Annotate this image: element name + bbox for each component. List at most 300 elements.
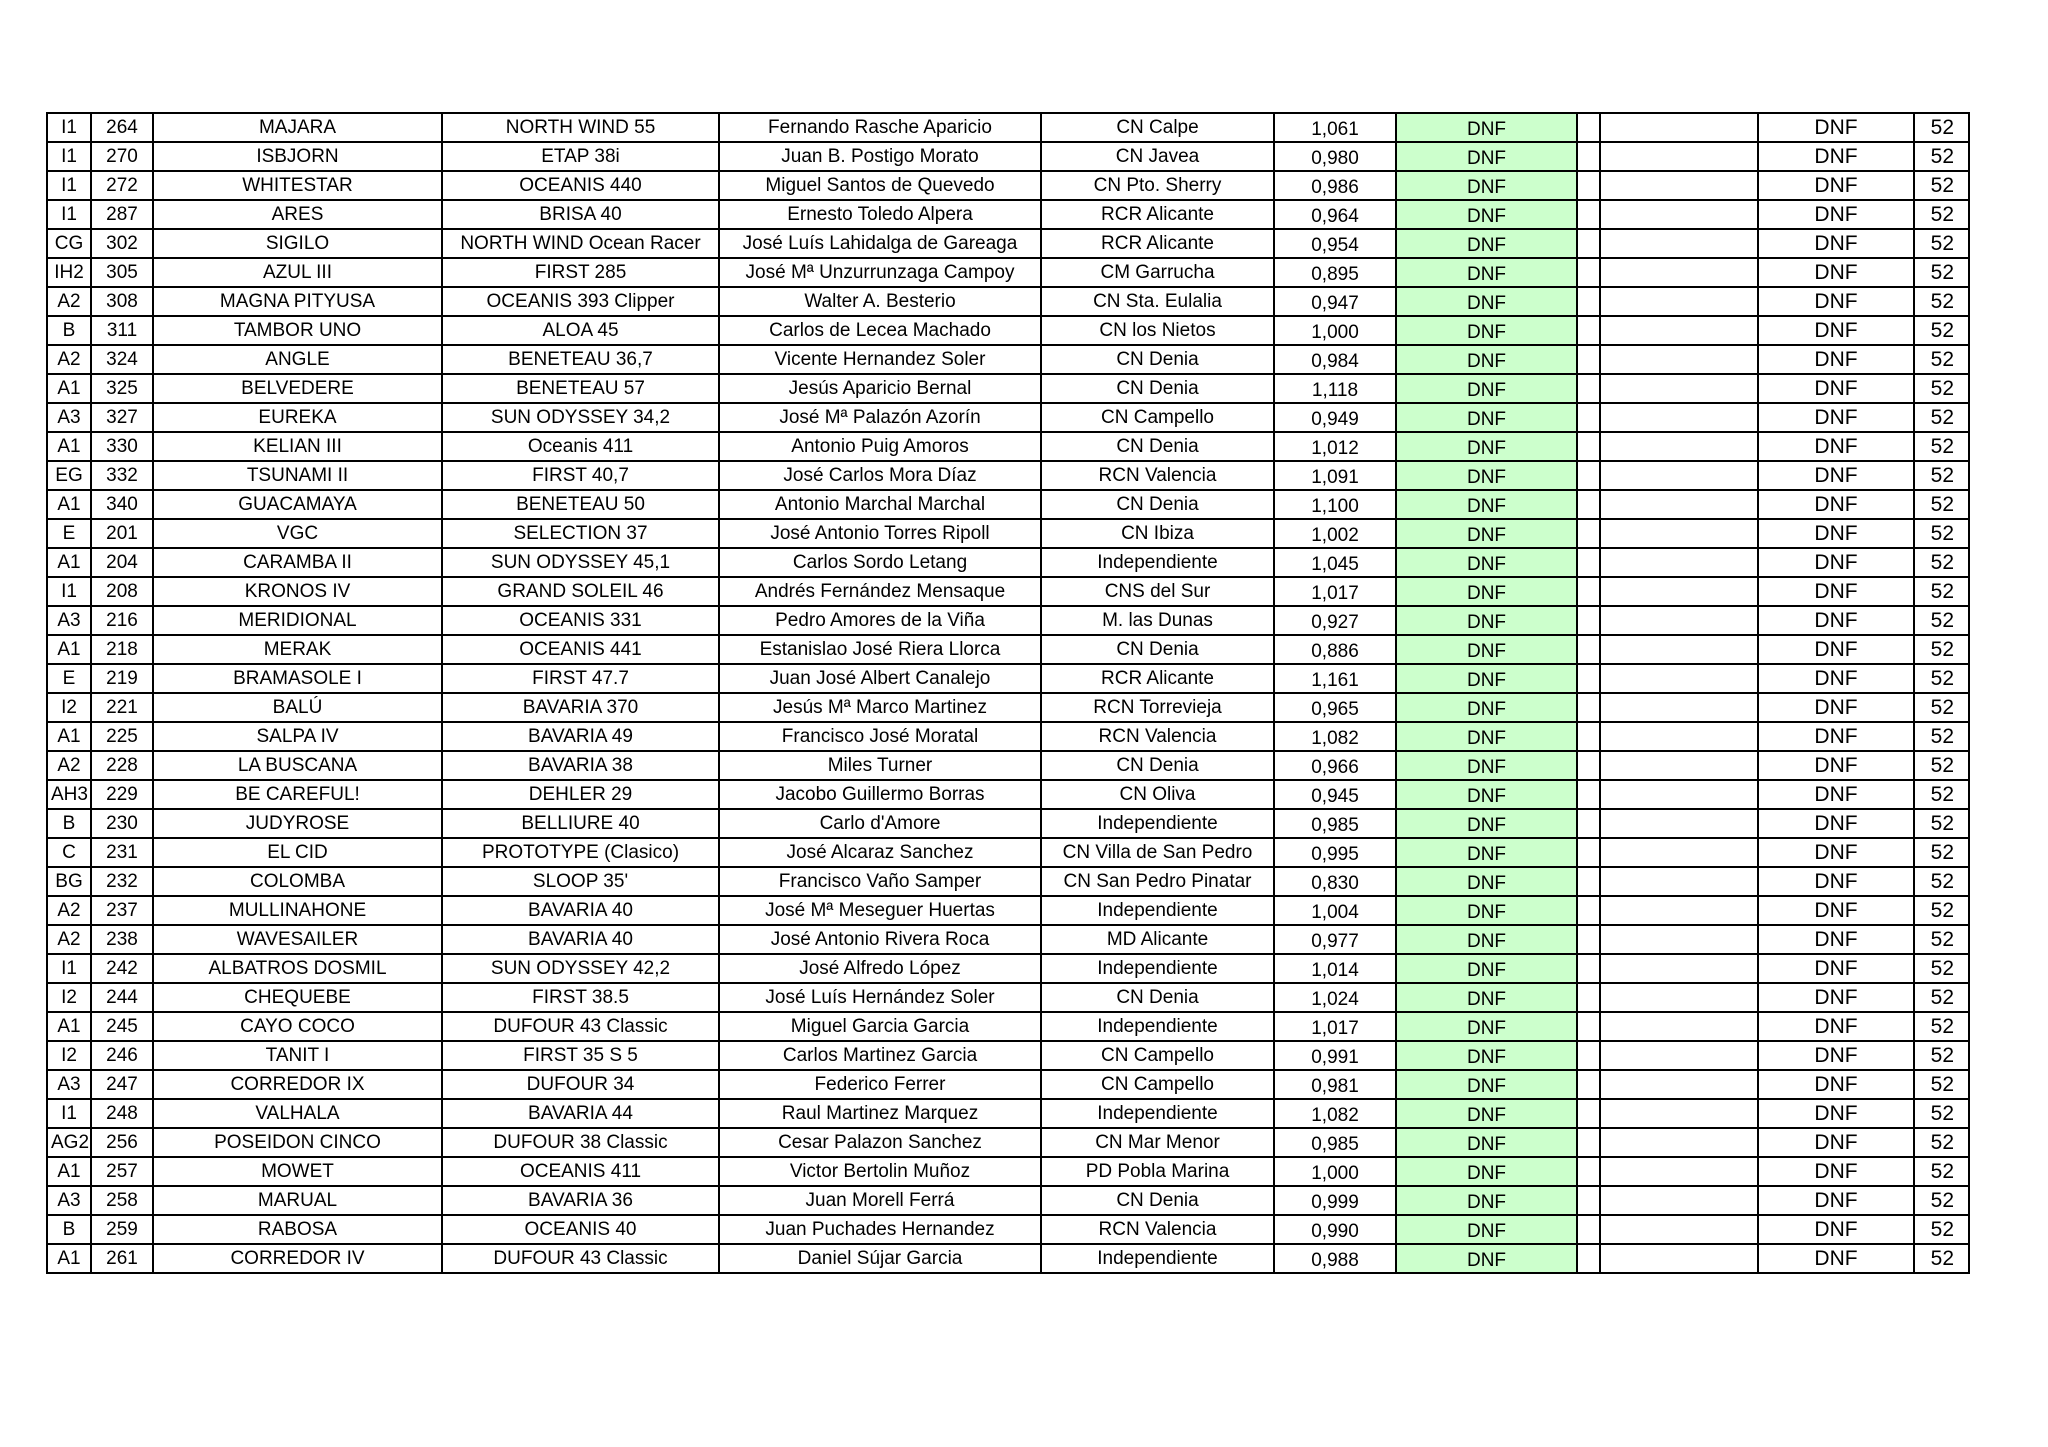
empty-cell bbox=[1600, 983, 1758, 1012]
table-row bbox=[47, 229, 1969, 258]
final-status-cell: DNF bbox=[1758, 635, 1914, 664]
race-status-cell: DNF bbox=[1396, 1186, 1577, 1215]
empty-cell bbox=[1577, 838, 1600, 867]
table-row bbox=[47, 577, 1969, 606]
sail-number-cell: 324 bbox=[91, 345, 153, 374]
empty-cell bbox=[1577, 432, 1600, 461]
race-status-cell: DNF bbox=[1396, 142, 1577, 171]
skipper-cell: Antonio Marchal Marchal bbox=[719, 490, 1041, 519]
empty-cell bbox=[1600, 780, 1758, 809]
final-status-cell: DNF bbox=[1758, 1012, 1914, 1041]
class-cell: A2 bbox=[47, 345, 91, 374]
race-status-cell: DNF bbox=[1396, 693, 1577, 722]
club-cell: CN Denia bbox=[1041, 635, 1274, 664]
boat-name-cell: BRAMASOLE I bbox=[153, 664, 442, 693]
empty-cell bbox=[1600, 635, 1758, 664]
final-status-cell: DNF bbox=[1758, 519, 1914, 548]
table-row bbox=[47, 809, 1969, 838]
final-status-cell: DNF bbox=[1758, 374, 1914, 403]
boat-model-cell: BAVARIA 40 bbox=[442, 896, 719, 925]
boat-name-cell: MAGNA PITYUSA bbox=[153, 287, 442, 316]
boat-model-cell: OCEANIS 411 bbox=[442, 1157, 719, 1186]
class-cell: I2 bbox=[47, 983, 91, 1012]
skipper-cell: Pedro Amores de la Viña bbox=[719, 606, 1041, 635]
boat-model-cell: OCEANIS 331 bbox=[442, 606, 719, 635]
boat-name-cell: MERAK bbox=[153, 635, 442, 664]
table-row bbox=[47, 490, 1969, 519]
boat-name-cell: MAJARA bbox=[153, 113, 442, 142]
empty-cell bbox=[1577, 780, 1600, 809]
rating-cell: 0,927 bbox=[1274, 606, 1396, 635]
points-cell: 52 bbox=[1914, 287, 1969, 316]
club-cell: CN Campello bbox=[1041, 403, 1274, 432]
rating-cell: 1,017 bbox=[1274, 1012, 1396, 1041]
points-cell: 52 bbox=[1914, 664, 1969, 693]
empty-cell bbox=[1600, 867, 1758, 896]
final-status-cell: DNF bbox=[1758, 751, 1914, 780]
final-status-cell: DNF bbox=[1758, 1099, 1914, 1128]
sail-number-cell: 308 bbox=[91, 287, 153, 316]
table-row bbox=[47, 722, 1969, 751]
boat-model-cell: NORTH WIND Ocean Racer bbox=[442, 229, 719, 258]
class-cell: A2 bbox=[47, 896, 91, 925]
club-cell: M. las Dunas bbox=[1041, 606, 1274, 635]
table-row bbox=[47, 635, 1969, 664]
boat-model-cell: BAVARIA 36 bbox=[442, 1186, 719, 1215]
club-cell: RCN Valencia bbox=[1041, 461, 1274, 490]
final-status-cell: DNF bbox=[1758, 345, 1914, 374]
boat-name-cell: MOWET bbox=[153, 1157, 442, 1186]
table-row bbox=[47, 316, 1969, 345]
table-row bbox=[47, 1157, 1969, 1186]
points-cell: 52 bbox=[1914, 316, 1969, 345]
sail-number-cell: 340 bbox=[91, 490, 153, 519]
race-status-cell: DNF bbox=[1396, 577, 1577, 606]
sail-number-cell: 302 bbox=[91, 229, 153, 258]
boat-model-cell: BAVARIA 40 bbox=[442, 925, 719, 954]
final-status-cell: DNF bbox=[1758, 780, 1914, 809]
sail-number-cell: 258 bbox=[91, 1186, 153, 1215]
boat-model-cell: PROTOTYPE (Clasico) bbox=[442, 838, 719, 867]
table-row bbox=[47, 171, 1969, 200]
boat-name-cell: CAYO COCO bbox=[153, 1012, 442, 1041]
rating-cell: 0,947 bbox=[1274, 287, 1396, 316]
rating-cell: 1,014 bbox=[1274, 954, 1396, 983]
club-cell: CN Denia bbox=[1041, 345, 1274, 374]
table-row bbox=[47, 113, 1969, 142]
final-status-cell: DNF bbox=[1758, 664, 1914, 693]
sail-number-cell: 287 bbox=[91, 200, 153, 229]
points-cell: 52 bbox=[1914, 1012, 1969, 1041]
boat-name-cell: COLOMBA bbox=[153, 867, 442, 896]
table-row bbox=[47, 1041, 1969, 1070]
points-cell: 52 bbox=[1914, 1157, 1969, 1186]
class-cell: I2 bbox=[47, 1041, 91, 1070]
rating-cell: 1,000 bbox=[1274, 1157, 1396, 1186]
skipper-cell: Juan Morell Ferrá bbox=[719, 1186, 1041, 1215]
boat-model-cell: BAVARIA 49 bbox=[442, 722, 719, 751]
sail-number-cell: 325 bbox=[91, 374, 153, 403]
class-cell: A1 bbox=[47, 722, 91, 751]
boat-name-cell: RABOSA bbox=[153, 1215, 442, 1244]
empty-cell bbox=[1577, 490, 1600, 519]
rating-cell: 1,004 bbox=[1274, 896, 1396, 925]
class-cell: BG bbox=[47, 867, 91, 896]
race-status-cell: DNF bbox=[1396, 229, 1577, 258]
race-status-cell: DNF bbox=[1396, 1244, 1577, 1273]
sail-number-cell: 305 bbox=[91, 258, 153, 287]
points-cell: 52 bbox=[1914, 606, 1969, 635]
table-row bbox=[47, 664, 1969, 693]
points-cell: 52 bbox=[1914, 809, 1969, 838]
race-status-cell: DNF bbox=[1396, 809, 1577, 838]
boat-model-cell: BRISA 40 bbox=[442, 200, 719, 229]
table-row bbox=[47, 896, 1969, 925]
class-cell: B bbox=[47, 809, 91, 838]
skipper-cell: José Mª Meseguer Huertas bbox=[719, 896, 1041, 925]
final-status-cell: DNF bbox=[1758, 722, 1914, 751]
skipper-cell: Cesar Palazon Sanchez bbox=[719, 1128, 1041, 1157]
sail-number-cell: 272 bbox=[91, 171, 153, 200]
skipper-cell: José Mª Palazón Azorín bbox=[719, 403, 1041, 432]
boat-name-cell: KRONOS IV bbox=[153, 577, 442, 606]
final-status-cell: DNF bbox=[1758, 316, 1914, 345]
final-status-cell: DNF bbox=[1758, 403, 1914, 432]
empty-cell bbox=[1600, 548, 1758, 577]
class-cell: A2 bbox=[47, 287, 91, 316]
boat-model-cell: OCEANIS 393 Clipper bbox=[442, 287, 719, 316]
race-status-cell: DNF bbox=[1396, 1099, 1577, 1128]
boat-model-cell: SUN ODYSSEY 42,2 bbox=[442, 954, 719, 983]
class-cell: A1 bbox=[47, 1012, 91, 1041]
points-cell: 52 bbox=[1914, 867, 1969, 896]
empty-cell bbox=[1600, 113, 1758, 142]
empty-cell bbox=[1600, 200, 1758, 229]
points-cell: 52 bbox=[1914, 113, 1969, 142]
club-cell: RCR Alicante bbox=[1041, 200, 1274, 229]
points-cell: 52 bbox=[1914, 1070, 1969, 1099]
empty-cell bbox=[1577, 809, 1600, 838]
club-cell: CN Denia bbox=[1041, 1186, 1274, 1215]
sail-number-cell: 244 bbox=[91, 983, 153, 1012]
race-status-cell: DNF bbox=[1396, 983, 1577, 1012]
race-status-cell: DNF bbox=[1396, 1215, 1577, 1244]
skipper-cell: José Luís Hernández Soler bbox=[719, 983, 1041, 1012]
boat-name-cell: ALBATROS DOSMIL bbox=[153, 954, 442, 983]
class-cell: A1 bbox=[47, 1157, 91, 1186]
empty-cell bbox=[1600, 316, 1758, 345]
boat-model-cell: ETAP 38i bbox=[442, 142, 719, 171]
boat-model-cell: DUFOUR 43 Classic bbox=[442, 1244, 719, 1273]
boat-model-cell: OCEANIS 440 bbox=[442, 171, 719, 200]
club-cell: CN Pto. Sherry bbox=[1041, 171, 1274, 200]
boat-model-cell: SUN ODYSSEY 34,2 bbox=[442, 403, 719, 432]
empty-cell bbox=[1600, 606, 1758, 635]
skipper-cell: Raul Martinez Marquez bbox=[719, 1099, 1041, 1128]
boat-name-cell: VGC bbox=[153, 519, 442, 548]
rating-cell: 0,964 bbox=[1274, 200, 1396, 229]
points-cell: 52 bbox=[1914, 403, 1969, 432]
empty-cell bbox=[1600, 693, 1758, 722]
class-cell: A3 bbox=[47, 1186, 91, 1215]
rating-cell: 0,985 bbox=[1274, 1128, 1396, 1157]
points-cell: 52 bbox=[1914, 1186, 1969, 1215]
final-status-cell: DNF bbox=[1758, 983, 1914, 1012]
points-cell: 52 bbox=[1914, 896, 1969, 925]
table-row bbox=[47, 403, 1969, 432]
skipper-cell: Andrés Fernández Mensaque bbox=[719, 577, 1041, 606]
table-row bbox=[47, 1215, 1969, 1244]
empty-cell bbox=[1577, 693, 1600, 722]
rating-cell: 1,082 bbox=[1274, 722, 1396, 751]
skipper-cell: José Alfredo López bbox=[719, 954, 1041, 983]
boat-model-cell: BAVARIA 38 bbox=[442, 751, 719, 780]
final-status-cell: DNF bbox=[1758, 1244, 1914, 1273]
class-cell: A1 bbox=[47, 374, 91, 403]
boat-name-cell: MERIDIONAL bbox=[153, 606, 442, 635]
table-row bbox=[47, 461, 1969, 490]
boat-name-cell: CHEQUEBE bbox=[153, 983, 442, 1012]
skipper-cell: Juan José Albert Canalejo bbox=[719, 664, 1041, 693]
skipper-cell: Daniel Sújar Garcia bbox=[719, 1244, 1041, 1273]
race-status-cell: DNF bbox=[1396, 1041, 1577, 1070]
sail-number-cell: 201 bbox=[91, 519, 153, 548]
points-cell: 52 bbox=[1914, 171, 1969, 200]
table-row bbox=[47, 1128, 1969, 1157]
club-cell: CN San Pedro Pinatar bbox=[1041, 867, 1274, 896]
skipper-cell: Miles Turner bbox=[719, 751, 1041, 780]
empty-cell bbox=[1577, 954, 1600, 983]
class-cell: I1 bbox=[47, 113, 91, 142]
club-cell: CN Campello bbox=[1041, 1070, 1274, 1099]
final-status-cell: DNF bbox=[1758, 171, 1914, 200]
boat-name-cell: VALHALA bbox=[153, 1099, 442, 1128]
points-cell: 52 bbox=[1914, 200, 1969, 229]
boat-model-cell: BENETEAU 50 bbox=[442, 490, 719, 519]
table-row bbox=[47, 925, 1969, 954]
skipper-cell: Carlos de Lecea Machado bbox=[719, 316, 1041, 345]
empty-cell bbox=[1577, 635, 1600, 664]
sail-number-cell: 204 bbox=[91, 548, 153, 577]
empty-cell bbox=[1577, 867, 1600, 896]
points-cell: 52 bbox=[1914, 693, 1969, 722]
race-status-cell: DNF bbox=[1396, 548, 1577, 577]
empty-cell bbox=[1577, 316, 1600, 345]
boat-model-cell: OCEANIS 441 bbox=[442, 635, 719, 664]
class-cell: A1 bbox=[47, 432, 91, 461]
rating-cell: 1,017 bbox=[1274, 577, 1396, 606]
rating-cell: 0,990 bbox=[1274, 1215, 1396, 1244]
sail-number-cell: 327 bbox=[91, 403, 153, 432]
points-cell: 52 bbox=[1914, 577, 1969, 606]
club-cell: CN Denia bbox=[1041, 374, 1274, 403]
empty-cell bbox=[1577, 374, 1600, 403]
club-cell: Independiente bbox=[1041, 548, 1274, 577]
rating-cell: 0,886 bbox=[1274, 635, 1396, 664]
empty-cell bbox=[1600, 896, 1758, 925]
empty-cell bbox=[1600, 345, 1758, 374]
class-cell: I1 bbox=[47, 577, 91, 606]
empty-cell bbox=[1577, 983, 1600, 1012]
table-row bbox=[47, 1099, 1969, 1128]
sail-number-cell: 259 bbox=[91, 1215, 153, 1244]
final-status-cell: DNF bbox=[1758, 229, 1914, 258]
final-status-cell: DNF bbox=[1758, 113, 1914, 142]
skipper-cell: José Antonio Rivera Roca bbox=[719, 925, 1041, 954]
rating-cell: 0,830 bbox=[1274, 867, 1396, 896]
club-cell: Independiente bbox=[1041, 1099, 1274, 1128]
empty-cell bbox=[1600, 954, 1758, 983]
club-cell: Independiente bbox=[1041, 896, 1274, 925]
race-status-cell: DNF bbox=[1396, 1012, 1577, 1041]
table-row bbox=[47, 983, 1969, 1012]
race-status-cell: DNF bbox=[1396, 287, 1577, 316]
empty-cell bbox=[1600, 838, 1758, 867]
empty-cell bbox=[1577, 1244, 1600, 1273]
club-cell: CN los Nietos bbox=[1041, 316, 1274, 345]
table-row bbox=[47, 1012, 1969, 1041]
final-status-cell: DNF bbox=[1758, 606, 1914, 635]
empty-cell bbox=[1577, 664, 1600, 693]
skipper-cell: Jesús Aparicio Bernal bbox=[719, 374, 1041, 403]
boat-name-cell: WAVESAILER bbox=[153, 925, 442, 954]
rating-cell: 0,999 bbox=[1274, 1186, 1396, 1215]
points-cell: 52 bbox=[1914, 490, 1969, 519]
empty-cell bbox=[1577, 1099, 1600, 1128]
empty-cell bbox=[1600, 577, 1758, 606]
class-cell: E bbox=[47, 664, 91, 693]
points-cell: 52 bbox=[1914, 229, 1969, 258]
empty-cell bbox=[1577, 142, 1600, 171]
race-status-cell: DNF bbox=[1396, 171, 1577, 200]
boat-model-cell: ALOA 45 bbox=[442, 316, 719, 345]
rating-cell: 1,061 bbox=[1274, 113, 1396, 142]
skipper-cell: Francisco Vaño Samper bbox=[719, 867, 1041, 896]
club-cell: CN Denia bbox=[1041, 751, 1274, 780]
boat-model-cell: DUFOUR 43 Classic bbox=[442, 1012, 719, 1041]
race-status-cell: DNF bbox=[1396, 925, 1577, 954]
points-cell: 52 bbox=[1914, 432, 1969, 461]
boat-name-cell: WHITESTAR bbox=[153, 171, 442, 200]
empty-cell bbox=[1600, 925, 1758, 954]
skipper-cell: Fernando Rasche Aparicio bbox=[719, 113, 1041, 142]
boat-name-cell: GUACAMAYA bbox=[153, 490, 442, 519]
table-row bbox=[47, 954, 1969, 983]
points-cell: 52 bbox=[1914, 925, 1969, 954]
boat-name-cell: JUDYROSE bbox=[153, 809, 442, 838]
race-status-cell: DNF bbox=[1396, 200, 1577, 229]
boat-name-cell: LA BUSCANA bbox=[153, 751, 442, 780]
race-status-cell: DNF bbox=[1396, 780, 1577, 809]
empty-cell bbox=[1577, 1070, 1600, 1099]
club-cell: CN Calpe bbox=[1041, 113, 1274, 142]
sail-number-cell: 231 bbox=[91, 838, 153, 867]
race-status-cell: DNF bbox=[1396, 896, 1577, 925]
sail-number-cell: 330 bbox=[91, 432, 153, 461]
empty-cell bbox=[1577, 229, 1600, 258]
race-status-cell: DNF bbox=[1396, 664, 1577, 693]
skipper-cell: José Mª Unzurrunzaga Campoy bbox=[719, 258, 1041, 287]
race-status-cell: DNF bbox=[1396, 113, 1577, 142]
empty-cell bbox=[1600, 1041, 1758, 1070]
sail-number-cell: 264 bbox=[91, 113, 153, 142]
club-cell: CN Mar Menor bbox=[1041, 1128, 1274, 1157]
boat-model-cell: FIRST 47.7 bbox=[442, 664, 719, 693]
boat-name-cell: EUREKA bbox=[153, 403, 442, 432]
empty-cell bbox=[1600, 403, 1758, 432]
empty-cell bbox=[1600, 142, 1758, 171]
empty-cell bbox=[1600, 722, 1758, 751]
skipper-cell: Francisco José Moratal bbox=[719, 722, 1041, 751]
table-row bbox=[47, 693, 1969, 722]
skipper-cell: Victor Bertolin Muñoz bbox=[719, 1157, 1041, 1186]
empty-cell bbox=[1577, 896, 1600, 925]
boat-model-cell: SELECTION 37 bbox=[442, 519, 719, 548]
class-cell: I1 bbox=[47, 142, 91, 171]
empty-cell bbox=[1600, 1070, 1758, 1099]
empty-cell bbox=[1600, 461, 1758, 490]
boat-name-cell: ARES bbox=[153, 200, 442, 229]
boat-model-cell: DUFOUR 34 bbox=[442, 1070, 719, 1099]
sail-number-cell: 238 bbox=[91, 925, 153, 954]
boat-name-cell: BE CAREFUL! bbox=[153, 780, 442, 809]
final-status-cell: DNF bbox=[1758, 432, 1914, 461]
boat-name-cell: SALPA IV bbox=[153, 722, 442, 751]
class-cell: I2 bbox=[47, 693, 91, 722]
sail-number-cell: 247 bbox=[91, 1070, 153, 1099]
boat-model-cell: FIRST 35 S 5 bbox=[442, 1041, 719, 1070]
points-cell: 52 bbox=[1914, 258, 1969, 287]
final-status-cell: DNF bbox=[1758, 287, 1914, 316]
class-cell: EG bbox=[47, 461, 91, 490]
skipper-cell: Carlo d'Amore bbox=[719, 809, 1041, 838]
empty-cell bbox=[1600, 229, 1758, 258]
empty-cell bbox=[1577, 1041, 1600, 1070]
skipper-cell: Carlos Sordo Letang bbox=[719, 548, 1041, 577]
boat-model-cell: DEHLER 29 bbox=[442, 780, 719, 809]
boat-model-cell: BENETEAU 57 bbox=[442, 374, 719, 403]
final-status-cell: DNF bbox=[1758, 1128, 1914, 1157]
sail-number-cell: 218 bbox=[91, 635, 153, 664]
table-row bbox=[47, 345, 1969, 374]
sail-number-cell: 237 bbox=[91, 896, 153, 925]
sail-number-cell: 230 bbox=[91, 809, 153, 838]
final-status-cell: DNF bbox=[1758, 1186, 1914, 1215]
table-row bbox=[47, 838, 1969, 867]
club-cell: RCN Valencia bbox=[1041, 722, 1274, 751]
table-row bbox=[47, 258, 1969, 287]
skipper-cell: Miguel Garcia Garcia bbox=[719, 1012, 1041, 1041]
final-status-cell: DNF bbox=[1758, 258, 1914, 287]
club-cell: CN Denia bbox=[1041, 983, 1274, 1012]
points-cell: 52 bbox=[1914, 722, 1969, 751]
race-status-cell: DNF bbox=[1396, 722, 1577, 751]
rating-cell: 1,091 bbox=[1274, 461, 1396, 490]
skipper-cell: José Alcaraz Sanchez bbox=[719, 838, 1041, 867]
class-cell: I1 bbox=[47, 954, 91, 983]
club-cell: CN Denia bbox=[1041, 432, 1274, 461]
rating-cell: 0,949 bbox=[1274, 403, 1396, 432]
boat-model-cell: NORTH WIND 55 bbox=[442, 113, 719, 142]
club-cell: MD Alicante bbox=[1041, 925, 1274, 954]
empty-cell bbox=[1577, 548, 1600, 577]
table-row bbox=[47, 1070, 1969, 1099]
race-status-cell: DNF bbox=[1396, 374, 1577, 403]
boat-model-cell: BAVARIA 370 bbox=[442, 693, 719, 722]
sail-number-cell: 229 bbox=[91, 780, 153, 809]
race-status-cell: DNF bbox=[1396, 1070, 1577, 1099]
table-row bbox=[47, 1186, 1969, 1215]
